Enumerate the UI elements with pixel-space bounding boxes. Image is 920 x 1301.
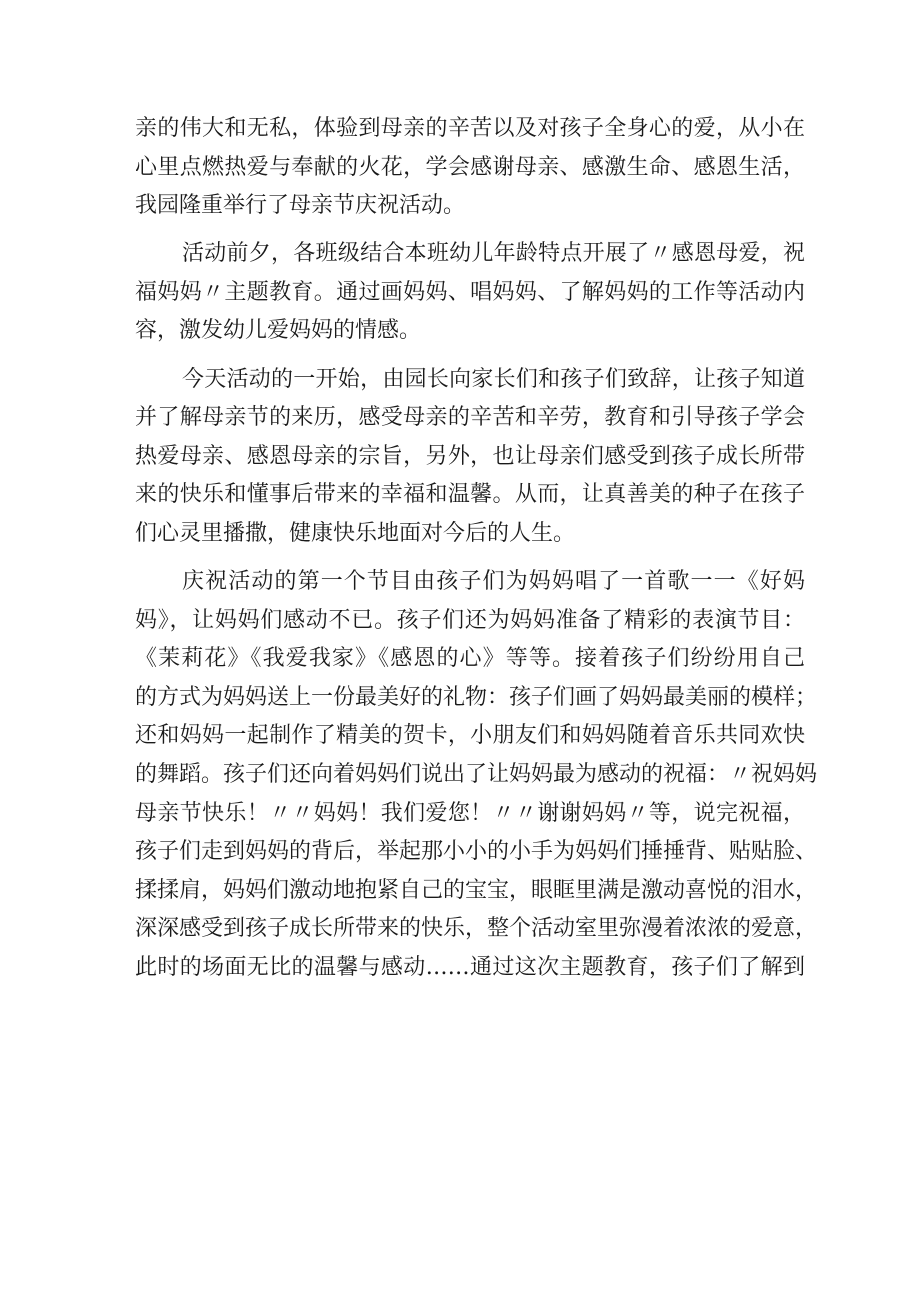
text-line: 福妈妈〃主题教育。通过画妈妈、唱妈妈、了解妈妈的工作等活动内 (135, 279, 805, 305)
text-line: 的方式为妈妈送上一份最美好的礼物：孩子们画了妈妈最美丽的模样； (135, 684, 818, 710)
text-line: 我园隆重举行了母亲节庆祝活动。 (135, 193, 466, 219)
text-line: 孩子们走到妈妈的背后，举起那小小的小手为妈妈们捶捶背、贴贴脸、 (135, 839, 818, 865)
text-line: 还和妈妈一起制作了精美的贺卡，小朋友们和妈妈随着音乐共同欢快 (135, 723, 805, 749)
paragraph (135, 235, 805, 351)
paragraph-spacer (135, 226, 805, 236)
paragraph-spacer (135, 351, 805, 361)
text-line: 并了解母亲节的来历，感受母亲的辛苦和辛劳，教育和引导孩子学会 (135, 405, 805, 431)
paragraph-spacer (135, 554, 805, 564)
text-line: 揉揉肩，妈妈们激动地抱紧自己的宝宝，眼眶里满是激动喜悦的泪水， (135, 877, 818, 903)
text-line: 此时的场面无比的温馨与感动……通过这次主题教育，孩子们了解到 (135, 954, 805, 980)
text-line: 心里点燃热爱与奉献的火花，学会感谢母亲、感激生命、感恩生活， (135, 154, 805, 180)
paragraph (135, 361, 805, 554)
text-line: 来的快乐和懂事后带来的幸福和温馨。从而，让真善美的种子在孩子 (135, 482, 805, 508)
text-line: 庆祝活动的第一个节目由孩子们为妈妈唱了一首歌一一《好妈 (182, 569, 805, 595)
paragraph (135, 110, 805, 226)
text-line: 活动前夕，各班级结合本班幼儿年龄特点开展了〃感恩母爱，祝 (182, 241, 805, 267)
document-body (135, 110, 818, 988)
text-line: 亲的伟大和无私，体验到母亲的辛苦以及对孩子全身心的爱，从小在 (135, 116, 805, 141)
text-line: 今天活动的一开始，由园长向家长们和孩子们致辞，让孩子知道 (182, 366, 805, 392)
text-line: 的舞蹈。孩子们还向着妈妈们说出了让妈妈最为感动的祝福：〃祝妈妈 (135, 762, 818, 787)
text-line: 热爱母亲、感恩母亲的宗旨，另外，也让母亲们感受到孩子成长所带 (135, 443, 805, 469)
text-line: 《茉莉花》《我爱我家》《感恩的心》等等。接着孩子们纷纷用自己 (135, 646, 805, 672)
text-line: 容，激发幼儿爱妈妈的情感。 (135, 318, 422, 344)
text-line: 深深感受到孩子成长所带来的快乐，整个活动室里弥漫着浓浓的爱意， (135, 916, 818, 942)
text-line: 们心灵里播撒，健康快乐地面对今后的人生。 (135, 520, 576, 546)
paragraph (135, 563, 818, 988)
text-line: 母亲节快乐！〃〃妈妈！我们爱您！〃〃谢谢妈妈〃等，说完祝福， (135, 800, 805, 826)
text-line: 妈》，让妈妈们感动不已。孩子们还为妈妈准备了精彩的表演节目： (135, 607, 805, 633)
